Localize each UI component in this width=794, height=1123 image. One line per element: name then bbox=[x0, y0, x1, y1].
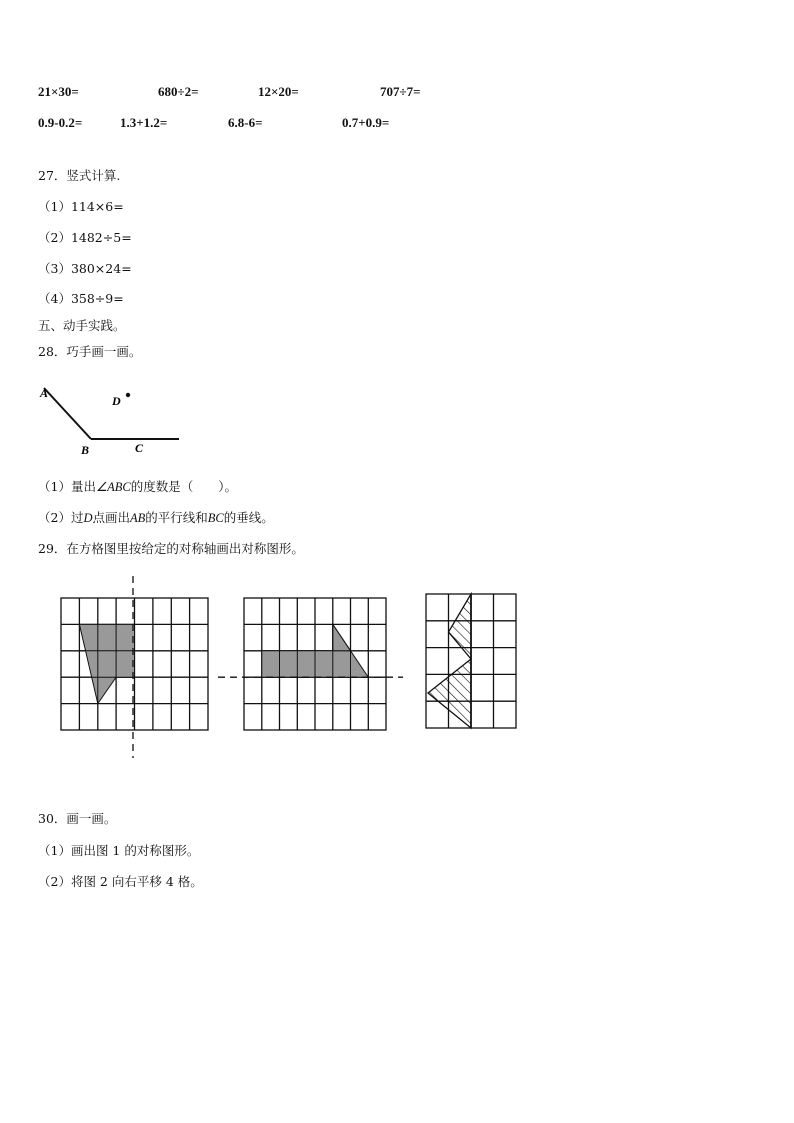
label-c: C bbox=[135, 441, 144, 455]
line-ab-label: AB bbox=[130, 511, 146, 525]
q28-sub1 bbox=[38, 479, 237, 495]
q28-sub1-post: 的度数是（ ）。 bbox=[130, 479, 238, 494]
q29-title: 29．在方格图里按给定的对称轴画出对称图形。 bbox=[38, 541, 304, 556]
q28-sub2-pre: （2）过 bbox=[38, 510, 84, 525]
grid-1-shape bbox=[79, 624, 134, 703]
grid-3-shape-top bbox=[449, 594, 472, 659]
q27-item-4: （4）358÷9= bbox=[38, 291, 124, 306]
oral-calc-6: 1.3+1.2= bbox=[120, 115, 168, 130]
q28-sub2-post: 的垂线。 bbox=[223, 510, 274, 525]
symmetry-grids bbox=[0, 570, 560, 765]
angle-abc-figure bbox=[36, 378, 186, 458]
q27-item-3: （3）380×24= bbox=[38, 261, 132, 276]
label-d: D bbox=[112, 394, 121, 408]
q28-sub2-mid1: 点画出 bbox=[92, 510, 130, 525]
line-bc-label: BC bbox=[207, 511, 224, 525]
oral-calc-4: 707÷7= bbox=[380, 84, 421, 99]
angle-abc-label: ∠ABC bbox=[95, 480, 131, 494]
point-d bbox=[126, 393, 130, 397]
section5-title: 五、动手实践。 bbox=[38, 318, 126, 333]
label-b: B bbox=[81, 443, 90, 457]
oral-calc-5: 0.9-0.2= bbox=[38, 115, 83, 130]
q30-item-2: （2）将图 2 向右平移 4 格。 bbox=[38, 874, 203, 889]
grid-3-shape-bottom bbox=[428, 659, 471, 728]
ray-ba bbox=[44, 388, 91, 439]
oral-calc-8: 0.7+0.9= bbox=[342, 115, 390, 130]
q28-sub2 bbox=[38, 510, 274, 526]
oral-calc-1: 21×30= bbox=[38, 84, 79, 99]
q27-item-2: （2）1482÷5= bbox=[38, 230, 132, 245]
q27-title: 27．竖式计算. bbox=[38, 168, 121, 183]
oral-calc-7: 6.8-6= bbox=[228, 115, 263, 130]
q28-sub2-mid2: 的平行线和 bbox=[145, 510, 208, 525]
q30-item-1: （1）画出图 1 的对称图形。 bbox=[38, 843, 200, 858]
point-d-label: D bbox=[83, 511, 93, 525]
q27-item-1: （1）114×6= bbox=[38, 199, 124, 214]
label-a: A bbox=[40, 386, 49, 400]
oral-calc-3: 12×20= bbox=[258, 84, 299, 99]
q28-sub1-pre: （1）量出 bbox=[38, 479, 96, 494]
q30-title: 30．画一画。 bbox=[38, 811, 117, 826]
oral-calc-2: 680÷2= bbox=[158, 84, 199, 99]
q28-title: 28．巧手画一画。 bbox=[38, 344, 142, 359]
